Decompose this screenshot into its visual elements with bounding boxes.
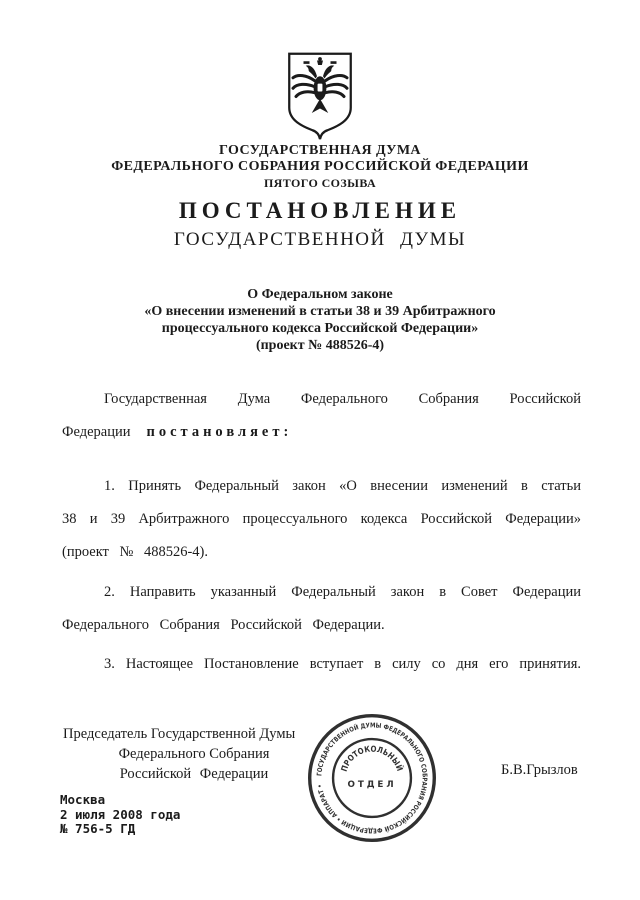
signer-title-line: Председатель Государственной Думы bbox=[63, 726, 296, 742]
subject-line: процессуального кодекса Российской Федерации» bbox=[161, 321, 479, 336]
subject-block bbox=[40, 286, 600, 354]
intro-line2-text: Федерации bbox=[62, 424, 131, 440]
subject-line: О Федеральном законе bbox=[247, 287, 393, 302]
item3-line: 3. Настоящее Постановление вступает в силу со дня его принятия. bbox=[104, 656, 581, 672]
doc-type-title: ПОСТАНОВЛЕНИЕ bbox=[178, 198, 462, 223]
intro-line: Государственная Дума Федерального Собрания Российской bbox=[104, 391, 581, 407]
item1-line: 38 и 39 Арбитражного процессуального кодекса Российской Федерации» bbox=[62, 511, 581, 527]
signer-title-line: Федерального Собрания bbox=[118, 746, 270, 762]
item2-line: 2. Направить указанный Федеральный закон в Совет Федерации bbox=[104, 584, 581, 600]
coat-of-arms-icon bbox=[284, 49, 356, 141]
doc-type-subtitle: ГОСУДАРСТВЕННОЙ ДУМЫ bbox=[173, 229, 467, 250]
stamp-ring-label: ГОСУДАРСТВЕННОЙ ДУМЫ ФЕДЕРАЛЬНОГО СОБРАНИЯ РОССИЙСКОЙ ФЕДЕРАЦИИ • АППАРАТ • bbox=[315, 721, 429, 835]
signer-title-line: Российской Федерации bbox=[119, 766, 269, 782]
item1-line: 1. Принять Федеральный закон «О внесении изменений в статьи bbox=[104, 478, 581, 494]
footer-date: 2 июля 2008 года bbox=[60, 806, 181, 822]
subject-line: «О внесении изменений в статьи 38 и 39 Арбитражного bbox=[144, 304, 496, 319]
protocol-department-stamp bbox=[299, 705, 445, 851]
intro-line bbox=[62, 422, 581, 442]
stamp-outer-ring bbox=[310, 716, 435, 841]
footer-city: Москва bbox=[60, 792, 106, 807]
stamp-dept-label: ОТДЕЛ bbox=[347, 779, 397, 790]
org-name: ГОСУДАРСТВЕННАЯ ДУМА bbox=[219, 143, 421, 158]
footer-block bbox=[60, 793, 180, 837]
item1-line: (проект № 488526-4). bbox=[62, 544, 209, 560]
org-parent: ФЕДЕРАЛЬНОГО СОБРАНИЯ РОССИЙСКОЙ ФЕДЕРАЦИИ bbox=[111, 159, 529, 174]
stamp-dept-arc-label: ПРОТОКОЛЬНЫЙ bbox=[338, 743, 406, 774]
footer-number: № 756-5 ГД bbox=[60, 821, 136, 836]
issuing-org bbox=[0, 143, 640, 191]
signature-block bbox=[63, 724, 325, 784]
org-convocation: ПЯТОГО СОЗЫВА bbox=[263, 176, 377, 190]
signer-name: Б.В.Грызлов bbox=[501, 762, 578, 778]
subject-line: (проект № 488526-4) bbox=[255, 338, 385, 353]
decree-word: постановляет: bbox=[146, 424, 293, 440]
item2-line: Федерального Собрания Российской Федерации. bbox=[62, 617, 385, 633]
